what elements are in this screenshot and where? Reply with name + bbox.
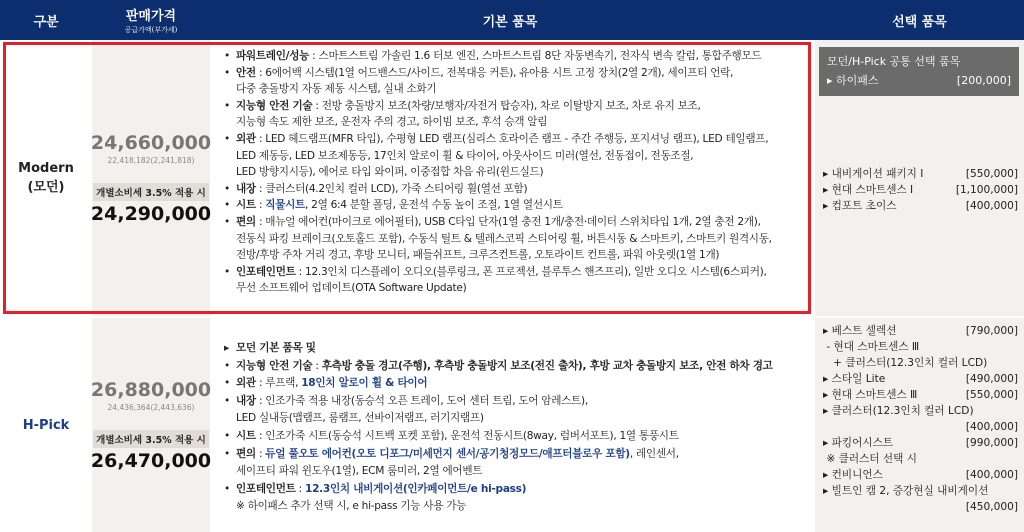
item-text: ※ 하이패스 추가 선택 시, e hi-pass 기능 사용 가능	[236, 500, 467, 513]
header-basic: 기본 품목	[482, 14, 538, 30]
item-text: LED 헤드램프(MFR 타입), 수평형 LED 램프(심리스 호라이즌 램프 - 주간 주행등, 포지셔닝 램프), LED 테일램프, LED 제동등, LED 보조제동등, 17인치 알로이 휠 & 타이어, 아웃사이드 미러(열선, 전동접이, 전동조절, LED 방향지시등), 에어로 타입 와이퍼, 이중접합 차음 유리(윈드실드)	[236, 132, 769, 179]
item-text: , 2열 6:4 분할 폴딩, 운전석 수동 높이 조절, 1열 열선시트	[305, 199, 563, 212]
header-category: 구분	[33, 14, 59, 30]
item-label: 내장	[236, 394, 256, 407]
list-item	[222, 98, 810, 131]
price-cell	[92, 318, 210, 532]
option-name: ▸ 베스트 셀렉션	[823, 325, 897, 337]
item-separator: :	[295, 265, 306, 278]
option-price: [200,000]	[956, 74, 1011, 87]
option-name: ▸ 현대 스마트센스 Ⅲ	[823, 389, 918, 401]
list-item	[222, 197, 810, 214]
item-text: 직물시트	[265, 199, 306, 212]
item-label: 편의	[236, 447, 256, 460]
option-name: ▸ 빌트인 캠 2, 증강현실 내비게이션	[823, 485, 989, 497]
list-item	[222, 446, 810, 481]
item-text: 인조가죽 적용 내장(동승석 오픈 트레이, 도어 센터 트림, 도어 암레스트), LED 실내등(맵램프, 룸램프, 선바이저램프, 러기지램프)	[236, 394, 588, 425]
price-cell	[92, 40, 210, 316]
option-name: ▸ 스타일 Lite	[823, 373, 886, 385]
option-name: ▸ 하이패스	[827, 74, 879, 87]
list-item	[222, 393, 810, 428]
tax-tag: 개별소비세 3.5% 적용 시	[93, 183, 209, 201]
option-price: [400,000]	[965, 200, 1018, 212]
item-text: 매뉴얼 에어컨(마이크로 에어필터), USB C타입 단자(1열 충전 1개/충전·데이터 스위치타입 1개, 2열 충전 2개), 전동식 파킹 브레이크(오토홀드 포함), 수동식 틸트 & 텔레스코픽 스티어링 휠, 버튼시동 & 스마트키, 스마트키 원격시동, 전방/후방 주차 거리 경고, 후방 모니터, 패들쉬프트, 크루즈컨트롤, 오토라이트 컨트롤, 파워 아웃렛(1열 1개)	[236, 215, 772, 262]
bullet-icon: •	[224, 447, 230, 460]
option-name: ▸ 컨비니언스	[823, 469, 883, 481]
column-divider	[812, 40, 815, 532]
option-name: ※ 클러스터 선택 시	[823, 453, 917, 465]
option-item[interactable]	[815, 371, 1024, 387]
common-options-box	[819, 47, 1019, 96]
option-list	[815, 323, 1024, 515]
table-header	[0, 0, 1024, 40]
bullet-icon: •	[224, 132, 230, 145]
option-item[interactable]	[815, 166, 1024, 182]
item-text: 루프랙,	[265, 377, 302, 390]
option-price: [1,100,000]	[955, 184, 1018, 196]
item-separator: :	[255, 215, 266, 228]
option-item	[815, 451, 1024, 467]
item-separator: :	[255, 429, 266, 442]
item-label: 외관	[236, 377, 256, 390]
item-text: 12.3인치 디스플레이 오디오(블루링크, 폰 프로젝션, 블루투스 핸즈프리), 일반 오디오 시스템(6스피커), 무선 소프트웨어 업데이트(OTA Software Update)	[236, 265, 767, 295]
bullet-icon: •	[224, 482, 230, 495]
bullet-icon: •	[224, 66, 230, 79]
item-label: 인포테인먼트	[236, 265, 296, 278]
trim-row-hpick	[0, 318, 1024, 532]
bullet-icon: •	[224, 429, 230, 442]
item-text: , 레인센서, 세이프티 파워 윈도우(1열), ECM 룸미러, 2열 에어벤트	[236, 447, 679, 478]
trim-name-ko: (모던)	[27, 180, 65, 195]
option-item[interactable]	[815, 467, 1024, 483]
option-price: [400,000]	[965, 421, 1018, 433]
item-separator: :	[255, 394, 266, 407]
option-price: [400,000]	[965, 469, 1018, 481]
option-cell	[815, 40, 1024, 316]
option-name: + 클러스터(12.3인치 컬러 LCD)	[823, 357, 988, 369]
item-separator: :	[295, 482, 306, 495]
item-label: 시트	[236, 199, 256, 212]
option-name: ▸ 현대 스마트센스 Ⅰ	[823, 184, 914, 196]
option-price: [490,000]	[965, 373, 1018, 385]
option-price: [550,000]	[965, 168, 1018, 180]
item-label: 외관	[236, 132, 256, 145]
option-price: [550,000]	[965, 389, 1018, 401]
item-text: 후측방 충돌 경고(주행), 후측방 충돌방지 보조(전진 출차), 후방 교차 충돌방지 보조, 안전 하차 경고	[321, 359, 773, 372]
item-separator: :	[255, 66, 266, 79]
option-name: ▸ 컴포트 초이스	[823, 200, 897, 212]
option-item[interactable]	[827, 71, 1011, 90]
trim-name	[0, 318, 92, 532]
bullet-icon: •	[224, 359, 230, 372]
option-name: ▸ 파킹어시스트	[823, 437, 894, 449]
trim-name	[0, 40, 92, 316]
option-name: ▸ 내비게이션 패키지 Ⅰ	[823, 168, 924, 180]
header-price-label: 판매가격	[125, 9, 177, 24]
option-name: - 현대 스마트센스 Ⅲ	[823, 341, 920, 353]
final-price: 26,470,000	[90, 449, 212, 472]
supply-price: 22,418,182(2,241,818)	[107, 155, 195, 165]
header-price	[92, 0, 210, 40]
header-price-sub: 공급가액(부가세)	[124, 26, 178, 34]
item-separator: :	[255, 132, 266, 145]
trim-name-en: H-Pick	[22, 417, 70, 433]
triangle-icon: ▸	[224, 342, 230, 354]
option-name: ▸ 클러스터(12.3인치 컬러 LCD)	[823, 405, 974, 417]
item-label: 편의	[236, 215, 256, 228]
list-item	[222, 264, 810, 297]
item-label: 지능형 안전 기술	[236, 99, 313, 112]
list-item	[222, 358, 810, 376]
item-text: 6에어백 시스템(1열 어드밴스드/사이드, 전복대응 커튼), 유아용 시트 고정 장치(2열 2개), 세이프티 언락, 다중 충돌방지 자동 제동 시스템, 실내 소화기	[236, 66, 734, 96]
bullet-icon: •	[224, 99, 230, 112]
option-item[interactable]	[815, 323, 1024, 339]
option-cell	[815, 318, 1024, 532]
sale-price: 26,880,000	[90, 378, 212, 401]
option-item	[815, 499, 1024, 515]
list-item	[222, 65, 810, 98]
sale-price: 24,660,000	[90, 131, 212, 154]
list-item	[222, 131, 810, 181]
option-item	[815, 339, 1024, 355]
item-separator: :	[255, 182, 266, 195]
trim-row-modern	[0, 40, 1024, 316]
intro-text: 모던 기본 품목 및	[236, 342, 316, 354]
option-item	[815, 355, 1024, 371]
list-item	[222, 214, 810, 264]
item-text: 스마트스트림 가솔린 1.6 터보 엔진, 스마트스트림 8단 자동변속기, 전자식 변속 칼럼, 통합주행모드	[318, 50, 762, 62]
option-price: [990,000]	[965, 437, 1018, 449]
item-text: 인조가죽 시트(동승석 시트백 포켓 포함), 운전석 전동시트(8way, 럼버서포트), 1열 통풍시트	[265, 429, 679, 442]
bullet-icon: •	[224, 182, 230, 195]
item-label: 지능형 안전 기술	[236, 359, 313, 372]
item-text: 듀얼 풀오토 에어컨(오토 디포그/미세먼지 센서/공기청정모드/애프터블로우 포함)	[265, 447, 630, 460]
list-item	[222, 181, 810, 198]
item-separator: :	[255, 199, 266, 212]
supply-price: 24,436,364(2,443,636)	[107, 402, 195, 412]
option-list	[815, 166, 1024, 214]
bullet-icon: •	[224, 265, 230, 278]
list-item	[222, 375, 810, 393]
option-item[interactable]	[815, 387, 1024, 403]
option-item	[815, 419, 1024, 435]
option-item[interactable]	[815, 198, 1024, 214]
item-label: 시트	[236, 429, 256, 442]
option-item[interactable]	[815, 435, 1024, 451]
basic-items	[210, 318, 810, 532]
item-label: 인포테인먼트	[236, 482, 296, 495]
item-separator: :	[312, 99, 322, 112]
item-separator: :	[255, 447, 266, 460]
bullet-icon: •	[224, 377, 230, 390]
item-text: 전방 충돌방지 보조(차량/보행자/자전거 탑승자), 차로 이탈방지 보조, 차로 유지 보조, 지능형 속도 제한 보조, 운전자 주의 경고, 하이빔 보조, 후석 승객 알림	[236, 99, 701, 129]
option-price: [450,000]	[965, 501, 1018, 513]
trim-name-en: Modern	[18, 161, 74, 176]
bullet-icon: •	[224, 50, 230, 62]
item-separator: :	[312, 359, 322, 372]
item-label: 내장	[236, 182, 256, 195]
option-price: [790,000]	[965, 325, 1018, 337]
basic-intro	[222, 340, 810, 358]
list-item	[222, 48, 810, 65]
basic-items	[210, 40, 810, 316]
bullet-icon: •	[224, 215, 230, 228]
bullet-icon: •	[224, 394, 230, 407]
item-text: 18인치 알로이 휠 & 타이어	[301, 377, 428, 390]
option-item[interactable]	[815, 403, 1024, 419]
item-label: 안전	[236, 66, 256, 79]
bullet-icon: •	[224, 199, 230, 212]
common-options-title: 모던/H-Pick 공통 선택 품목	[827, 55, 961, 68]
option-item[interactable]	[815, 182, 1024, 198]
item-separator: :	[309, 50, 319, 62]
header-options: 선택 품목	[892, 14, 947, 30]
item-label: 파워트레인/성능	[236, 50, 310, 62]
tax-tag: 개별소비세 3.5% 적용 시	[93, 430, 209, 448]
item-text: 12.3인치 내비게이션(인카페이먼트/e hi-pass)	[305, 482, 527, 495]
item-text: 클러스터(4.2인치 컬러 LCD), 가죽 스티어링 휠(열선 포함)	[265, 182, 528, 195]
list-item	[222, 481, 810, 516]
option-item[interactable]	[815, 483, 1024, 499]
item-separator: :	[255, 377, 266, 390]
list-item	[222, 428, 810, 446]
final-price: 24,290,000	[90, 202, 212, 225]
